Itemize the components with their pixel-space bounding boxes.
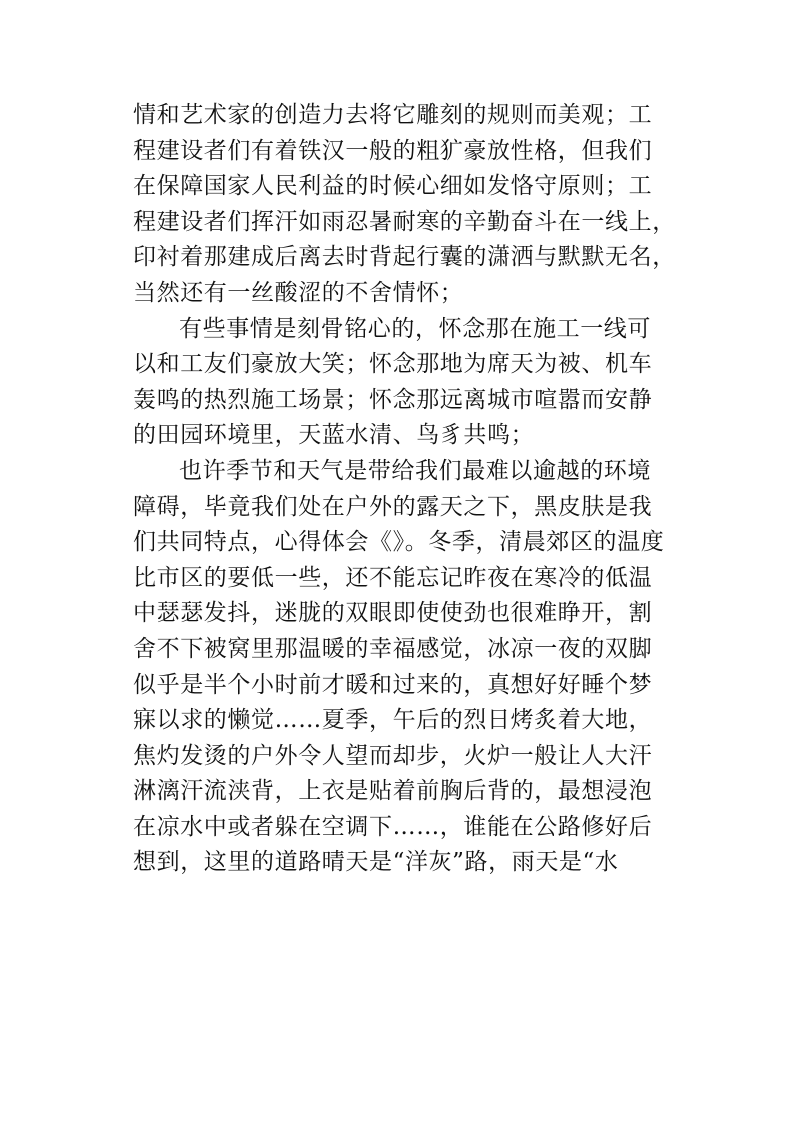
text-line: 中瑟瑟发抖，迷胧的双眼即使使劲也很难睁开，割 xyxy=(133,600,653,627)
text-line: 障碍，毕竟我们处在户外的露天之下，黑皮肤是我 xyxy=(133,493,653,520)
paragraph-2 xyxy=(133,312,673,454)
text-line: 们共同特点，心得体会《》。冬季，清晨郊区的温度 xyxy=(133,529,665,556)
text-line: 淋漓汗流浃背，上衣是贴着前胸后背的，最想浸泡 xyxy=(133,778,653,805)
text-line: 情和艺术家的创造力去将它雕刻的规则而美观；工 xyxy=(133,102,653,128)
paragraph-3 xyxy=(133,454,673,881)
text-line: 舍不下被窝里那温暖的幸福感觉，冰凉一夜的双脚 xyxy=(133,635,653,662)
text-line: 的田园环境里，天蓝水清、鸟豸共鸣； xyxy=(133,422,535,449)
text-line: 焦灼发烫的户外令人望而却步，火炉一般让人大汗 xyxy=(133,742,653,769)
text-line: 以和工友们豪放大笑；怀念那地为席天为被、机车 xyxy=(133,351,653,378)
text-line: 程建设者们有着铁汉一般的粗犷豪放性格，但我们 xyxy=(133,137,653,164)
text-line: 印衬着那建成后离去时背起行囊的潇洒与默默无名， xyxy=(133,244,676,271)
text-line: 轰鸣的热烈施工场景；怀念那远离城市喧嚣而安静 xyxy=(133,386,653,413)
paragraph-1 xyxy=(133,98,676,312)
text-line: 当然还有一丝酸涩的不舍情怀； xyxy=(133,279,464,306)
document-body xyxy=(133,98,676,881)
text-line: 也许季节和天气是带给我们最难以逾越的环境 xyxy=(179,457,651,484)
text-line: 在保障国家人民利益的时候心细如发恪守原则；工 xyxy=(133,173,653,200)
text-line: 想到，这里的道路晴天是“洋灰”路，雨天是“水 xyxy=(133,849,619,876)
text-line: 比市区的要低一些，还不能忘记昨夜在寒冷的低温 xyxy=(133,564,653,591)
text-line: 在凉水中或者躲在空调下……，谁能在公路修好后 xyxy=(133,813,653,840)
text-line: 有些事情是刻骨铭心的，怀念那在施工一线可 xyxy=(179,315,651,342)
text-line: 似乎是半个小时前才暖和过来的，真想好好睡个梦 xyxy=(133,671,653,698)
text-line: 程建设者们挥汗如雨忍暑耐寒的辛勤奋斗在一线上， xyxy=(133,208,676,235)
text-line: 寐以求的懒觉……夏季，午后的烈日烤炙着大地， xyxy=(133,707,653,734)
